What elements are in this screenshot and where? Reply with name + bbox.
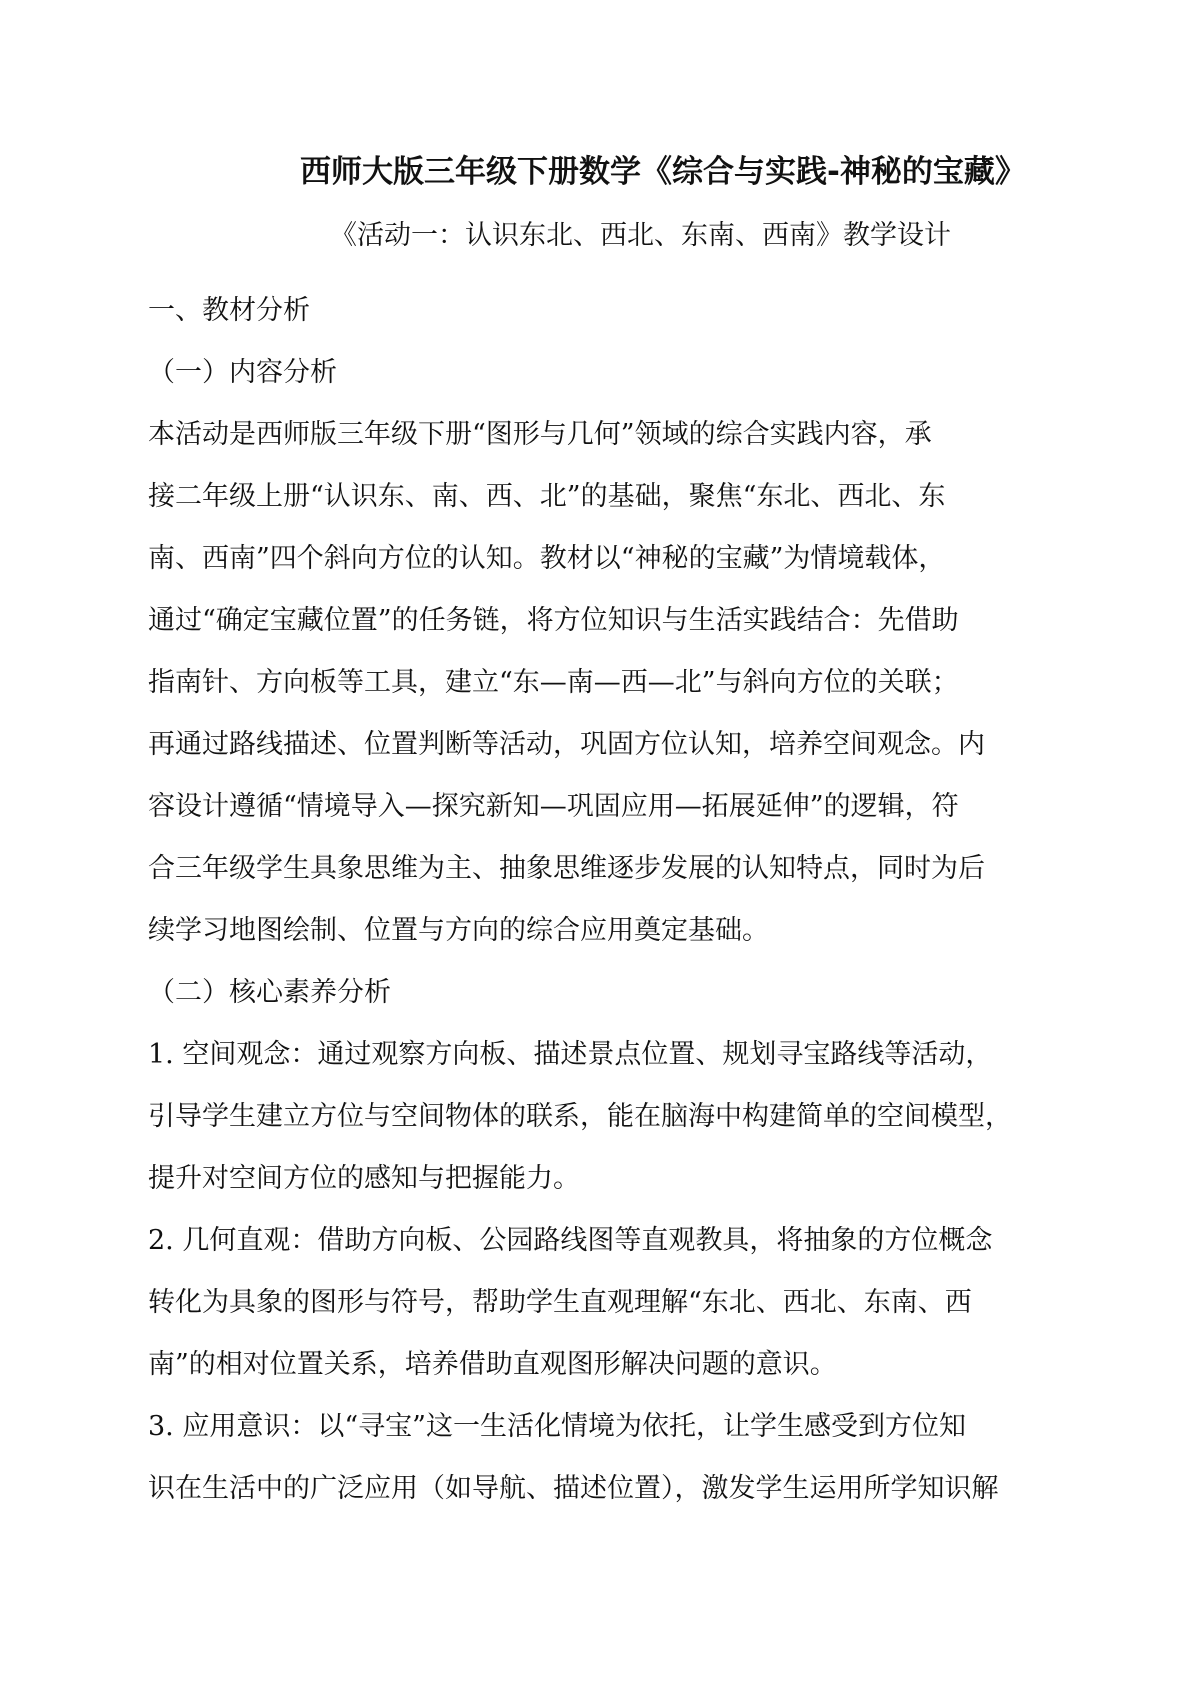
document-subtitle: 《活动一：认识东北、西北、东南、西南》教学设计 [330,220,951,251]
paragraph-line: 提升对空间方位的感知与把握能力。 [148,1163,580,1194]
paragraph-line: 再通过路线描述、位置判断等活动，巩固方位认知，培养空间观念。内 [148,729,985,760]
paragraph-line: 指南针、方向板等工具，建立“东—南—西—北”与斜向方位的关联； [148,667,959,698]
paragraph-line: 本活动是西师版三年级下册“图形与几何”领域的综合实践内容，承 [148,419,932,450]
subsection-heading-core-literacy: （二）核心素养分析 [148,977,391,1008]
document-title: 西师大版三年级下册数学《综合与实践-神秘的宝藏》 [300,154,1026,190]
core-literacy-item-spatial-concept [148,1024,1048,1210]
core-literacy-item-application-awareness [148,1396,1048,1520]
paragraph-line: 1. 空间观念：通过观察方向板、描述景点位置、规划寻宝路线等活动， [148,1039,993,1070]
paragraph-line: 通过“确定宝藏位置”的任务链，将方位知识与生活实践结合：先借助 [148,605,959,636]
paragraph-line: 转化为具象的图形与符号，帮助学生直观理解“东北、西北、东南、西 [148,1287,972,1318]
document-body [148,280,1048,1520]
section-heading-textbook-analysis: 一、教材分析 [148,295,310,326]
paragraph-line: 容设计遵循“情境导入—探究新知—巩固应用—拓展延伸”的逻辑，符 [148,791,959,822]
paragraph-line: 接二年级上册“认识东、南、西、北”的基础，聚焦“东北、西北、东 [148,481,946,512]
paragraph-line: 2. 几何直观：借助方向板、公园路线图等直观教具，将抽象的方位概念 [148,1225,993,1256]
paragraph-line: 续学习地图绘制、位置与方向的综合应用奠定基础。 [148,915,769,946]
paragraph-line: 引导学生建立方位与空间物体的联系，能在脑海中构建简单的空间模型， [148,1101,1012,1132]
paragraph-line: 南、西南”四个斜向方位的认知。教材以“神秘的宝藏”为情境载体， [148,543,946,574]
paragraph-line: 3. 应用意识：以“寻宝”这一生活化情境为依托，让学生感受到方位知 [148,1411,966,1442]
core-literacy-item-geometric-intuition [148,1210,1048,1396]
content-analysis-paragraph [148,404,1048,962]
paragraph-line: 识在生活中的广泛应用（如导航、描述位置），激发学生运用所学知识解 [148,1473,999,1504]
subsection-heading-content-analysis: （一）内容分析 [148,357,337,388]
paragraph-line: 南”的相对位置关系，培养借助直观图形解决问题的意识。 [148,1349,837,1380]
paragraph-line: 合三年级学生具象思维为主、抽象思维逐步发展的认知特点，同时为后 [148,853,985,884]
